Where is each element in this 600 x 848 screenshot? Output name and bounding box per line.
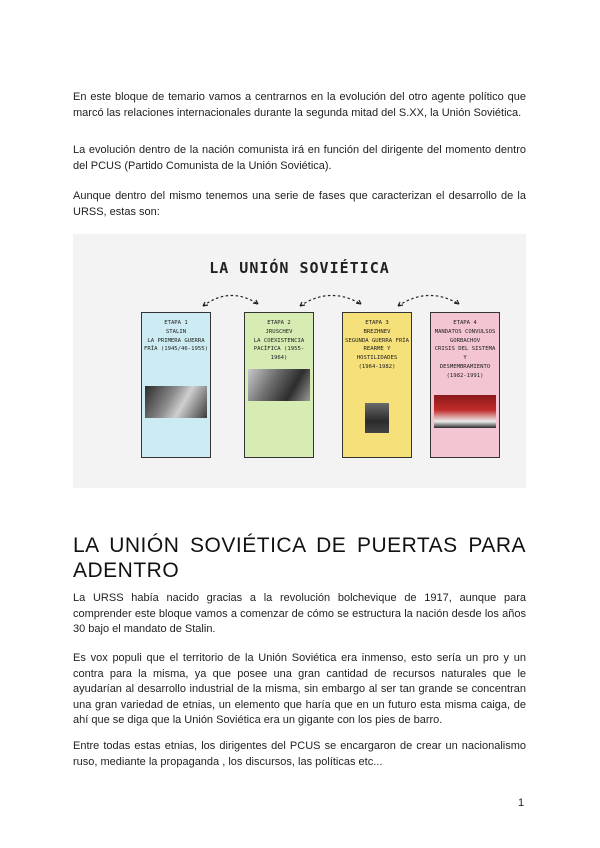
intro-paragraph-1: En este bloque de temario vamos a centrarnos en la evolución del otro agente político que marcó las relaciones internacionales durante la segunda mitad del S.XX, la Unión Soviética.	[73, 91, 526, 119]
stage-card-2	[244, 312, 314, 458]
section-heading-line-1: LA UNIÓN SOVIÉTICA DE PUERTAS PARA	[73, 534, 526, 557]
card-4-line-5: DESMEMBRAMIENTO	[439, 363, 491, 370]
arrow-2-3-head-left	[300, 302, 305, 306]
stalin-photo	[145, 386, 207, 418]
card-3-line-6: (1964-1982)	[358, 363, 396, 370]
section-heading-line-2: ADENTRO	[73, 559, 180, 582]
infographic-title: LA UNIÓN SOVIÉTICA	[209, 259, 390, 277]
card-3-line-1: ETAPA 3	[365, 320, 389, 326]
card-4-line-4: CRISIS DEL SISTEMA Y	[434, 346, 496, 362]
arrow-1-2	[203, 295, 258, 306]
arrow-2-3	[300, 295, 361, 306]
card-3-line-2: BREZHNEV	[363, 328, 391, 335]
intro-paragraph-2: La evolución dentro de la nación comunista irá en función del dirigente del momento dentro del PCUS (Partido Comunista de la Unión Soviética).	[73, 144, 526, 172]
card-3-line-5: HOSTILIDADES	[356, 355, 398, 362]
stage-card-3	[342, 312, 412, 458]
card-2-line-1: ETAPA 2	[267, 320, 291, 326]
arrow-3-4-head-left	[398, 302, 403, 306]
section-paragraph-3: Entre todas estas etnias, los dirigentes del PCUS se encargaron de crear un nacionalismo ruso, mediante la propaganda , los discursos, las políticas etc...	[73, 740, 526, 768]
stage-card-4	[430, 312, 500, 458]
card-1-line-1: ETAPA 1	[164, 320, 188, 326]
card-3-line-4: REARME Y	[363, 346, 391, 353]
card-2-line-2: JRUSCHEV	[265, 328, 293, 335]
brezhnev-photo	[365, 403, 389, 433]
card-2-line-3: LA COEXISTENCIA	[253, 337, 305, 344]
card-4-line-6: (1982-1991)	[446, 372, 484, 379]
section-paragraph-1: La URSS había nacido gracias a la revolución bolchevique de 1917, aunque para comprender este bloque vamos a comenzar de cómo se estructura la nación desde los años 30 bajo el mandato de Stalin.	[73, 592, 526, 635]
card-1-line-4: FRÍA (1945/46-1955)	[144, 346, 208, 353]
ussr-stages-infographic	[73, 234, 526, 488]
khrushchev-photo	[248, 369, 310, 401]
card-4-line-3: GORBACHOV	[449, 337, 481, 344]
stage-card-1	[141, 312, 211, 458]
card-4-line-1: ETAPA 4	[453, 320, 477, 326]
intro-paragraph-3: Aunque dentro del mismo tenemos una serie de fases que caracterizan el desarrollo de la URSS, estas son:	[73, 190, 526, 218]
gorbachev-photo	[434, 395, 496, 428]
section-paragraph-2: Es vox populi que el territorio de la Unión Soviética era inmenso, esto sería un pro y un contra para la misma, ya que posee una gran cantidad de recursos naturales que le ayudarían al desarrollo industrial de la misma, sin embargo al ser tan grande se concentran una gran variedad de etnias, un elemento que haría que en un futuro esta misma caiga, de ahí que se diga que la Unión Soviética era un gigante con los pies de barro.	[73, 652, 526, 726]
card-3-line-3: SEGUNDA GUERRA FRÍA	[345, 337, 409, 344]
card-4-line-2: MANDATOS CONVULSOS	[434, 328, 496, 335]
card-2-line-4: PACÍFICA (1955-1964)	[253, 346, 305, 362]
arrow-3-4	[398, 295, 459, 306]
card-1-line-2: STALIN	[165, 328, 187, 335]
page-number: 1	[518, 797, 525, 809]
card-1-line-3: LA PRIMERA GUERRA	[147, 337, 205, 344]
